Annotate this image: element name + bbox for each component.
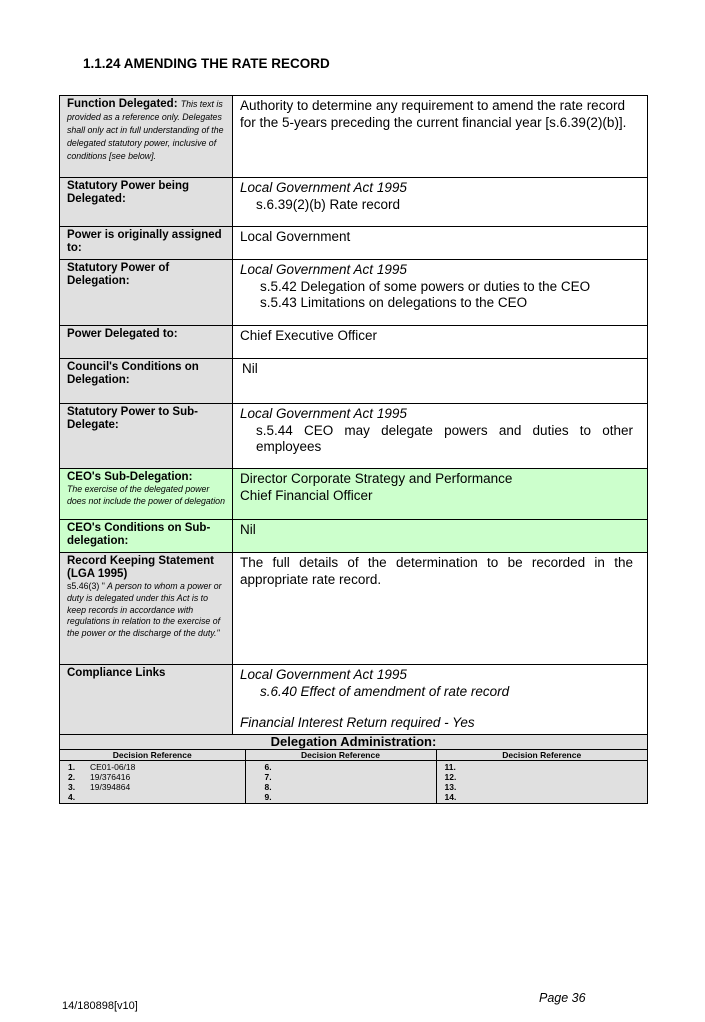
row-admin-title	[60, 734, 648, 749]
value-function-delegated: Authority to determine any requirement to amend the rate record for the 5-years preceding the current financial year [s.6.39(2)(b)].	[233, 96, 648, 178]
label-council-conditions: Council's Conditions on Delegation:	[60, 359, 233, 404]
value-originally-assigned: Local Government	[233, 227, 648, 260]
decision-reference-table	[60, 750, 647, 804]
list-item: 6.	[264, 761, 272, 772]
label-originally-assigned: Power is originally assigned to:	[60, 227, 233, 260]
sub-delegation-note: The exercise of the delegated power does not include the power of delegation	[67, 484, 225, 506]
value-statutory-power	[233, 178, 648, 227]
row-council-conditions	[60, 359, 648, 404]
section-ref: s.5.44 CEO may delegate powers and duties to other employees	[256, 422, 633, 454]
act-name: Local Government Act 1995	[240, 667, 407, 682]
value-power-of-delegation	[233, 260, 648, 326]
row-sub-delegate-power	[60, 404, 648, 469]
label-compliance-links: Compliance Links	[60, 665, 233, 735]
label-sub-delegate-power: Statutory Power to Sub-Delegate:	[60, 404, 233, 469]
label-statutory-power: Statutory Power being Delegated:	[60, 178, 233, 227]
section-ref: s.6.39(2)(b) Rate record	[256, 196, 401, 212]
ref-column-3	[436, 760, 647, 803]
ref-column-2	[245, 760, 436, 803]
value-sub-delegate-power	[233, 404, 648, 469]
row-admin	[60, 749, 648, 804]
sub-delegate: Chief Financial Officer	[240, 487, 373, 503]
row-originally-assigned	[60, 227, 648, 260]
act-name: Local Government Act 1995	[240, 406, 407, 421]
row-power-of-delegation	[60, 260, 648, 326]
list-item: 14.	[444, 792, 457, 803]
row-ceo-sub-delegation	[60, 469, 648, 520]
page-number: Page 36	[539, 991, 586, 1005]
value-compliance-links	[233, 665, 648, 735]
list-item: 2. 19/376416	[68, 771, 131, 782]
row-record-keeping	[60, 553, 648, 665]
act-name: Local Government Act 1995	[240, 180, 407, 195]
label-ceo-sub-delegation: CEO's Sub-Delegation: The exercise of the delegated power does not include the power of delegation	[60, 469, 233, 520]
value-record-keeping: The full details of the determination to be recorded in the appropriate rate record.	[233, 553, 648, 665]
list-item: 7.	[264, 771, 272, 782]
row-delegated-to	[60, 326, 648, 359]
list-item: 11.	[444, 761, 456, 772]
act-name: Local Government Act 1995	[240, 262, 407, 277]
row-compliance-links	[60, 665, 648, 735]
section-ref: s.6.40 Effect of amendment of rate record	[260, 683, 510, 699]
list-item: 3. 19/394864	[68, 781, 131, 792]
list-item: 1. CE01-06/18	[68, 761, 136, 772]
label-power-of-delegation: Statutory Power of Delegation:	[60, 260, 233, 326]
label-delegated-to: Power Delegated to:	[60, 326, 233, 359]
section-ref: s.5.42 Delegation of some powers or duties to the CEO	[260, 278, 591, 294]
admin-title: Delegation Administration:	[60, 734, 648, 749]
admin-cell	[60, 749, 648, 804]
section-ref: s.5.43 Limitations on delegations to the CEO	[260, 295, 528, 310]
list-item: 9.	[264, 792, 272, 803]
delegation-table	[59, 95, 648, 804]
label-record-keeping: Record Keeping Statement (LGA 1995) s5.46(3) " A person to whom a power or duty is delegated under this Act is to keep records in accordance with regulations in relation to the exercise of the power or the discharge of the duty."	[60, 553, 233, 665]
label-ceo-conditions: CEO's Conditions on Sub-delegation:	[60, 520, 233, 553]
ref-column-1	[60, 760, 245, 803]
record-keeping-note: s5.46(3) " A person to whom a power or duty is delegated under this Act is to keep records in accordance with regulations in relation to the exercise of the power or the discharge of the duty."	[67, 581, 222, 639]
row-statutory-power	[60, 178, 648, 227]
list-item: 13.	[444, 781, 457, 792]
page-heading: 1.1.24 AMENDING THE RATE RECORD	[83, 56, 330, 71]
list-item: 8.	[264, 781, 272, 792]
row-function-delegated	[60, 96, 648, 178]
col-header: Decision Reference	[436, 750, 647, 761]
document-reference: 14/180898[v10]	[62, 1000, 138, 1012]
value-council-conditions: Nil	[233, 359, 648, 404]
list-item: 4.	[68, 792, 76, 803]
value-ceo-sub-delegation	[233, 469, 648, 520]
list-item: 12.	[444, 771, 457, 782]
col-header: Decision Reference	[60, 750, 245, 761]
row-ceo-conditions	[60, 520, 648, 553]
financial-interest: Financial Interest Return required - Yes	[240, 715, 475, 730]
sub-delegate: Director Corporate Strategy and Performance	[240, 471, 513, 486]
label-function-delegated: Function Delegated: This text is provided as a reference only. Delegates shall only act in full understanding of the delegated statutory power, inclusive of conditions [see below].	[60, 96, 233, 178]
value-delegated-to: Chief Executive Officer	[233, 326, 648, 359]
value-ceo-conditions: Nil	[233, 520, 648, 553]
col-header: Decision Reference	[245, 750, 436, 761]
function-note: This text is provided as a reference only. Delegates shall only act in full understanding of the delegated statutory power, inclusive of conditions [see below].	[67, 99, 224, 161]
